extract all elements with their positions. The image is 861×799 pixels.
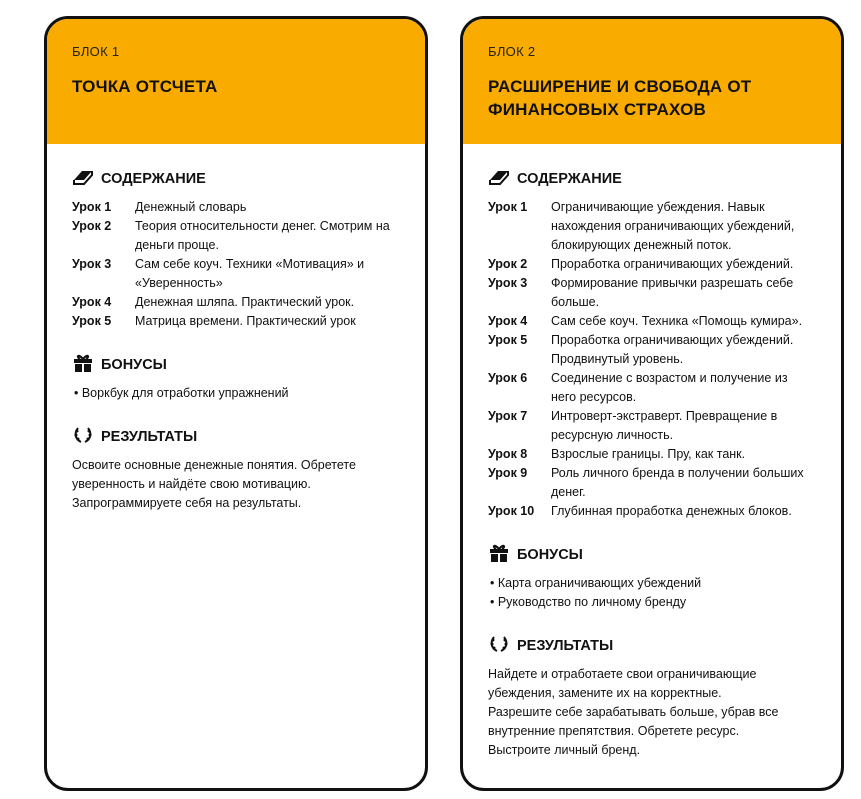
lesson-label: Урок 5 [72,314,112,328]
lesson-text: Денежный словарь [135,200,247,214]
lesson-row [488,331,816,369]
lesson-text: Роль личного бренда в получении больших денег. [551,466,804,499]
lesson-label: Урок 2 [488,257,528,271]
lesson-label: Урок 6 [488,371,528,385]
lesson-label: Урок 5 [488,333,528,347]
book-icon [72,167,101,191]
bonus-heading: БОНУСЫ [72,354,400,376]
laurel-icon [72,425,101,449]
block-label: БЛОК 2 [488,44,536,59]
lesson-label: Урок 3 [72,257,112,271]
gift-icon [488,543,517,567]
results-heading: РЕЗУЛЬТАТЫ [488,635,816,657]
lesson-text: Проработка ограничивающих убеждений. [551,257,794,271]
lesson-text: Теория относительности денег. Смотрим на деньги проще. [135,219,390,252]
lesson-text: Проработка ограничивающих убеждений. Продвинутый уровень. [551,333,794,366]
bonus-heading: БОНУСЫ [488,544,816,566]
lesson-label: Урок 7 [488,409,528,423]
block-label: БЛОК 1 [72,44,120,59]
lesson-text: Денежная шляпа. Практический урок. [135,295,355,309]
laurel-icon [488,634,517,658]
lesson-list [488,198,816,521]
results-text: Освоите основные денежные понятия. Обретете уверенность и найдёте свою мотивацию. Запрограммируете себя на результаты. [72,458,356,510]
lesson-text: Глубинная проработка денежных блоков. [551,504,792,518]
lesson-row [72,198,400,217]
lesson-row [72,217,400,255]
lesson-row [488,407,816,445]
lesson-row [488,502,816,521]
block-card [460,16,844,791]
lesson-row [72,293,400,312]
lesson-label: Урок 2 [72,219,112,233]
block-title: РАСШИРЕНИЕ И СВОБОДА ОТ ФИНАНСОВЫХ СТРАХОВ [488,77,752,119]
lesson-text: Сам себе коуч. Техники «Мотивация» и «Уверенность» [135,257,365,290]
block-card [44,16,428,791]
lesson-text: Матрица времени. Практический урок [135,314,356,328]
lesson-label: Урок 9 [488,466,528,480]
bonus-item: • Руководство по личному бренду [490,595,687,609]
lesson-row [488,369,816,407]
lesson-label: Урок 3 [488,276,528,290]
lesson-row [72,255,400,293]
book-icon [488,167,517,191]
results-heading: РЕЗУЛЬТАТЫ [72,426,400,448]
lesson-label: Урок 8 [488,447,528,461]
lesson-row [488,445,816,464]
lesson-text: Формирование привычки разрешать себе больше. [551,276,794,309]
lesson-text: Сам себе коуч. Техника «Помощь кумира». [551,314,803,328]
lesson-label: Урок 10 [488,504,535,518]
bonus-item: • Воркбук для отработки упражнений [74,386,289,400]
lesson-row [488,274,816,312]
lesson-row [72,312,400,331]
lesson-row [488,312,816,331]
lesson-label: Урок 1 [488,200,528,214]
contents-heading: СОДЕРЖАНИЕ [488,168,816,190]
contents-heading: СОДЕРЖАНИЕ [72,168,400,190]
lesson-label: Урок 4 [488,314,528,328]
lesson-row [488,255,816,274]
gift-icon [72,353,101,377]
lesson-text: Взрослые границы. Пру, как танк. [551,447,746,461]
block-title: ТОЧКА ОТСЧЕТА [72,77,218,96]
lesson-text: Интроверт-экстраверт. Превращение в ресурсную личность. [551,409,778,442]
block-header [463,19,841,144]
block-header [47,19,425,144]
lesson-list [72,198,400,331]
lesson-row [488,198,816,255]
bonus-item: • Карта ограничивающих убеждений [490,576,702,590]
lesson-text: Ограничивающие убеждения. Навык нахождения ограничивающих убеждений, блокирующих денежный поток. [551,200,795,252]
results-text: Найдете и отработаете свои ограничивающие убеждения, замените их на корректные. Разрешите себе зарабатывать больше, убрав все внутренние препятствия. Обретете ресурс. Выстроите личный бренд. [488,667,779,757]
lesson-text: Соединение с возрастом и получение из него ресурсов. [551,371,788,404]
lesson-row [488,464,816,502]
lesson-label: Урок 1 [72,200,112,214]
lesson-label: Урок 4 [72,295,112,309]
